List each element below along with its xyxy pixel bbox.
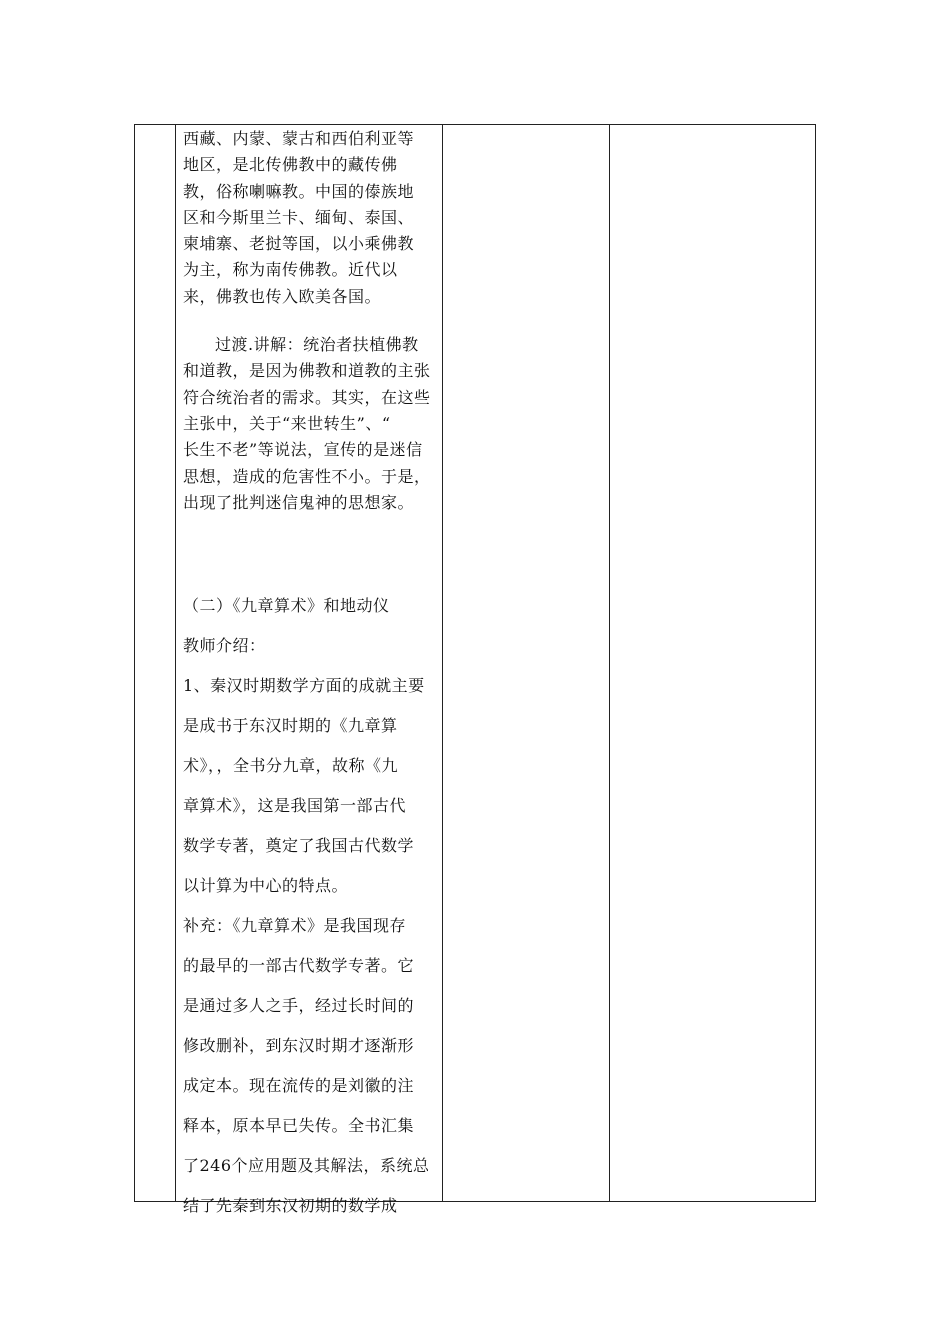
text-line: 以计算为中心的特点。: [183, 876, 349, 896]
text-line: 是成书于东汉时期的《九章算: [183, 716, 398, 736]
text-line: 地区，是北传佛教中的藏传佛: [183, 155, 398, 175]
text-line: 章算术》，这是我国第一部古代: [183, 796, 407, 816]
text-line: 是通过多人之手，经过长时间的: [183, 996, 415, 1016]
text-line: 1、秦汉时期数学方面的成就主要: [183, 676, 425, 696]
text-line: 来，佛教也传入欧美各国。: [183, 286, 382, 306]
text-line: 成定本。现在流传的是刘徽的注: [183, 1076, 415, 1096]
text-line: 思想，造成的危害性不小。于是，: [183, 466, 431, 486]
column-divider: [442, 125, 443, 1201]
text-line: 释本，原本早已失传。全书汇集: [183, 1116, 415, 1136]
text-line: 主张中，关于“来世转生”、“: [183, 413, 391, 433]
section-heading: （二）《九章算术》和地动仪: [183, 596, 390, 616]
text-line: 结了先秦到东汉初期的数学成: [183, 1196, 398, 1216]
text-line: 教师介绍：: [183, 636, 266, 656]
text-line: 了246个应用题及其解法，系统总: [183, 1156, 430, 1176]
text-line: 补充：《九章算术》是我国现存: [183, 916, 407, 936]
column-divider: [175, 125, 176, 1201]
text-line: 西藏、内蒙、蒙古和西伯利亚等: [183, 129, 415, 148]
text-line: 和道教，是因为佛教和道教的主张: [183, 361, 431, 381]
text-line: 区和今斯里兰卡、缅甸、泰国、: [183, 207, 415, 227]
text-line: 数学专著，奠定了我国古代数学: [183, 836, 415, 856]
lesson-table: [134, 124, 816, 1216]
text-line: 长生不老”等说法，宣传的是迷信: [183, 440, 423, 460]
text-line: 为主，称为南传佛教。近代以: [183, 260, 398, 280]
text-line: 的最早的一部古代数学专著。它: [183, 956, 415, 976]
text-line: 术》，，全书分九章，故称《九: [183, 756, 399, 776]
text-line: 出现了批判迷信鬼神的思想家。: [183, 492, 415, 512]
text-line: 教，俗称喇嘛教。中国的傣族地: [183, 181, 415, 201]
text-line: 柬埔寨、老挝等国，以小乘佛教: [183, 234, 415, 254]
text-line: 修改删补，到东汉时期才逐渐形: [183, 1036, 415, 1056]
content-cell: [183, 125, 441, 1226]
text-line: 过渡.讲解：统治者扶植佛教: [215, 335, 419, 355]
text-line: 符合统治者的需求。其实，在这些: [183, 387, 431, 407]
column-divider: [609, 125, 610, 1201]
